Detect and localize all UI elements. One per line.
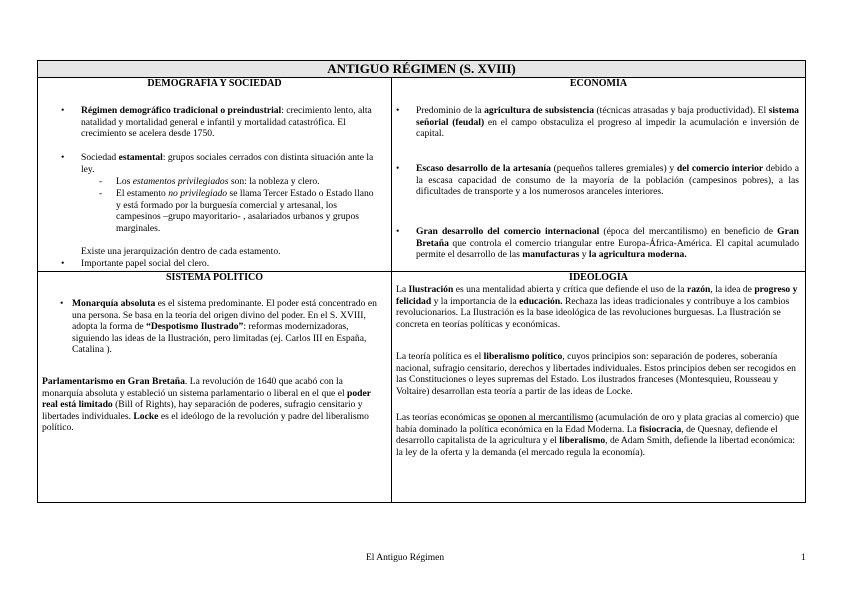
ilustracion-rest-text: Rechaza las ideas tradicionales y contribuye a los cambios revolucionarios. La Ilustración es la base ideológica de las revoluciones burguesas. La Ilustración se concreta en teorías políticas y económicas. [396, 295, 790, 330]
demografia-bullet-2 [61, 152, 386, 175]
liberalismo-paragraph [396, 351, 801, 397]
parlamentarismo-term: Parlamentarismo en Gran Bretaña [42, 376, 185, 387]
monarquia-term: Monarquía absoluta [72, 298, 156, 309]
demografia-cell [38, 78, 392, 271]
razon-term: razón [686, 284, 711, 295]
regimen-demografico-term: Régimen demográfico tradicional o preindustrial [81, 105, 282, 116]
ilustracion-prefix: La [396, 284, 409, 295]
page-title: ANTIGUO RÉGIMEN (S. XVIII) [38, 61, 805, 78]
clero-text: Importante papel social del clero. [81, 258, 210, 269]
burguesia-text [81, 270, 246, 271]
separacion-text: (Bill of Rights), hay separación de poderes, sufragio censitario y libertades individuales. [42, 399, 363, 422]
economia-bullet-3 [396, 226, 799, 261]
despotismo-term: “Despotismo Ilustrado” [146, 321, 244, 333]
monarquia-text: es el sistema predominante. El poder está concentrado en una persona. Se basa en la teoría del origen divino del poder. En el S. XVIII, adopta la forma de [72, 298, 377, 333]
bullet-icon: • [396, 163, 400, 174]
no-privilegiado-text: se llama Tercer Estado o Estado llano y está formado por la burguesía comercial y artesanal, los campesinos –grupo mayoritario- , asalariados urbanos y grupos marginales. [116, 188, 374, 234]
locke-text: es el ideólogo de la revolución y padre del liberalismo político. [42, 410, 369, 434]
privilegiados-prefix: Los [116, 176, 133, 187]
locke-term: Locke [133, 410, 159, 422]
dash-icon: - [99, 188, 103, 199]
teorias-economicas-prefix: Las teorías económicas [396, 412, 488, 423]
no-privilegiado-term: no privilegiado [168, 188, 228, 199]
bullet-icon: • [61, 152, 65, 163]
privilegiados-term: estamentos privilegiados [132, 176, 229, 187]
bullet-icon: • [396, 105, 400, 116]
educacion-term: educación. [519, 295, 563, 307]
economia-bullet-1 [396, 105, 799, 140]
fisiocracia-text: , de Quesnay, defiende el desarrollo capitalista de la agricultura y el [396, 423, 778, 447]
jerarquizacion-text: Existe una jerarquización dentro de cada estamento. [81, 246, 281, 257]
liberalismo-politico-text: , cuyos principios son: separación de poderes, soberanía nacional, sufragio censitario, derechos y libertades individuales. Estos principios deben ser recogidos en las Constituciones o leyes supremas del Estado. Los ilustrados franceses (Montesquieu, Rousseau y Voltaire) desarrollan esta teoría a partir de las ideas de Locke. [396, 351, 796, 397]
ilustracion-text: es una mentalidad abierta y crítica que defiende el uso de la [453, 284, 687, 295]
importancia-text: y la importancia de la [431, 295, 520, 307]
regimen-demografico-text: : crecimiento lento, alta natalidad y mortalidad general e infantil y mortalidad catastrófica. El crecimiento se acelera desde 1750. [81, 105, 372, 140]
demografia-sub-2 [99, 188, 378, 234]
artesania-text: (pequeños talleres gremiales) y [550, 163, 677, 174]
liberalismo-politico-term: liberalismo político [483, 351, 563, 362]
comercio-interior-term: del comercio interior [676, 163, 764, 174]
parlamentarismo-text: . La revolución de 1640 que acabó con la monarquía absoluta y estableció un sistema parlamentario o liberal en el que el [42, 376, 348, 399]
comercio-internacional-text: (época del mercantilismo) en beneficio de [599, 226, 778, 237]
bullet-icon: • [396, 226, 400, 237]
economia-heading: ECONOMÍA [569, 78, 628, 89]
privilegiados-text: son: la nobleza y clero. [228, 176, 320, 187]
sociedad-prefix: Sociedad [81, 152, 119, 163]
demografia-bullet-4 [81, 270, 381, 271]
bottom-row [38, 272, 805, 502]
gran-bretana-term: Gran Bretaña [416, 226, 799, 249]
politico-cell [38, 272, 392, 502]
agricultura-term: agricultura de subsistencia [484, 105, 595, 116]
sociedad-text: : grupos sociales cerrados con distinta situación ante la ley. [81, 152, 374, 175]
bullet-icon [61, 270, 64, 271]
page-number: 1 [801, 553, 806, 563]
despotismo-text: : reformas modernizadoras, siguiendo las ideas de la Ilustración, pero limitadas (ej. Carlos III en España, Catalina ). [72, 321, 367, 356]
poder-limitado-term: poder real está limitado [42, 387, 371, 411]
summary-table [37, 60, 806, 503]
top-row [38, 78, 805, 272]
demografia-heading: DEMOGRAFÍA Y SOCIEDAD [147, 78, 282, 89]
progreso-term: progreso y felicidad [396, 284, 798, 307]
conjunction: y [579, 249, 589, 261]
economia-cell [392, 78, 805, 271]
mercantilismo-text: (acumulación de oro y plata gracias al comercio) que había dominado la política económica en la Edad Moderna. La [396, 412, 800, 435]
idea-text: , la idea de [710, 284, 755, 295]
mercantilismo-term: se oponen al mercantilismo [487, 412, 594, 423]
demografia-sub-1 [99, 176, 381, 188]
senorial-term: sistema señorial (feudal) [416, 105, 799, 128]
footer-title: El Antiguo Régimen [366, 553, 445, 563]
parlamentarismo-paragraph [42, 376, 386, 434]
comercio-triangular-text: que controla el comercio triangular entre Europa-África-América. El capital acumulado permite el desarrollo de las [416, 237, 799, 261]
no-privilegiado-prefix: El estamento [116, 188, 169, 199]
manufacturas-term: manufacturas [522, 249, 580, 261]
estamental-term: estamental [118, 152, 163, 163]
dash-icon: - [99, 176, 103, 187]
demografia-bullet-3 [61, 258, 381, 270]
comercio-interior-text: debido a la escasa capacidad de consumo de la mayoría de la población (campesinos pobres), a las dificultades de transporte y a los numerosos aranceles interiores. [416, 163, 799, 198]
bullet-icon: • [61, 105, 65, 116]
politico-heading: SISTEMA POLÍTICO [166, 272, 263, 283]
teoria-politica-prefix: La teoría política es el [396, 351, 484, 362]
ideologia-heading: IDEOLOGÍA [569, 272, 628, 283]
ilustracion-term: Ilustración [408, 284, 454, 295]
artesania-term: Escaso desarrollo de la artesanía [416, 163, 551, 174]
bullet-icon: • [60, 298, 64, 309]
economia-bullet-2 [396, 163, 799, 198]
agricultura-moderna-term: la agricultura moderna. [588, 249, 687, 261]
liberalismo-economico-text: , de Adam Smith, defiende la libertad económica: la ley de la oferta y la demanda (el mercado regula la economía). [396, 435, 796, 458]
demografia-bullet-1 [61, 105, 381, 140]
bullet-icon: • [61, 258, 65, 269]
agricultura-prefix: Predominio de la [416, 105, 485, 116]
comercio-internacional-term: Gran desarrollo del comercio internacional [416, 226, 600, 237]
economicas-paragraph [396, 412, 801, 458]
agricultura-text: (técnicas atrasadas y baja productividad). El [594, 105, 769, 116]
ideologia-cell [392, 272, 805, 502]
politico-bullet-1 [60, 298, 382, 356]
ilustracion-paragraph [396, 284, 801, 330]
senorial-text: en el campo obstaculiza el progreso al impedir la acumulación e inversión de capital. [416, 116, 799, 140]
liberalismo-term: liberalismo [559, 435, 606, 447]
fisiocracia-term: fisiocracia [639, 423, 682, 435]
